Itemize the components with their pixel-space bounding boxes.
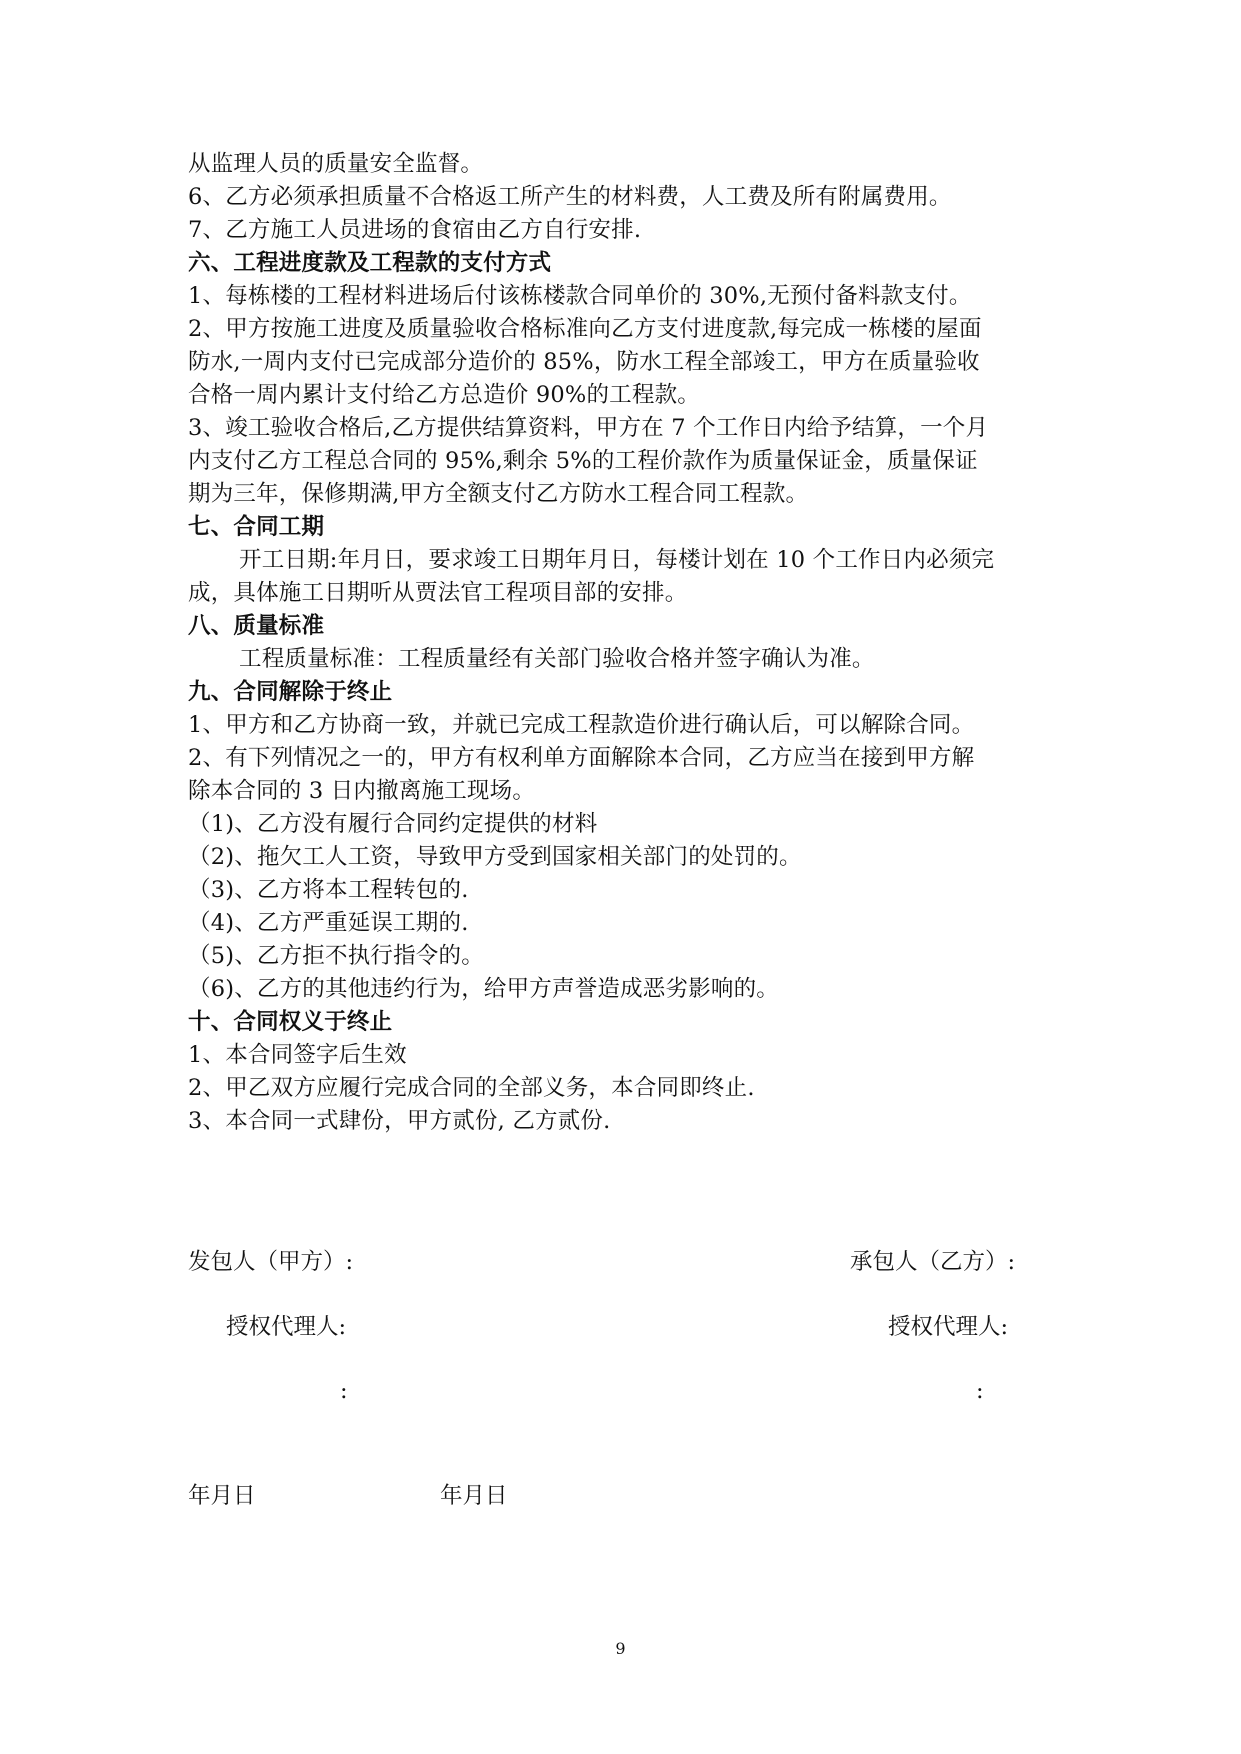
- body-line: 工程质量标准：工程质量经有关部门验收合格并签字确认为准。: [239, 646, 875, 672]
- body-line: （5)、乙方拒不执行指令的。: [188, 943, 484, 969]
- agent-a-label: 授权代理人:: [226, 1314, 347, 1340]
- body-line: （2)、拖欠工人工资，导致甲方受到国家相关部门的处罚的。: [188, 844, 802, 870]
- body-line: （3)、乙方将本工程转包的.: [188, 877, 469, 903]
- body-line: （1)、乙方没有履行合同约定提供的材料: [188, 811, 598, 837]
- date-b: 年月日: [440, 1483, 508, 1509]
- body-line: 1、每栋楼的工程材料进场后付该栋楼款合同单价的 30%,无预付备料款支付。: [188, 283, 972, 309]
- body-line: 1、本合同签字后生效: [188, 1042, 407, 1068]
- body-line: 1、甲方和乙方协商一致，并就已完成工程款造价进行确认后，可以解除合同。: [188, 712, 975, 738]
- section-heading: 六、工程进度款及工程款的支付方式: [188, 250, 552, 276]
- section-heading: 七、合同工期: [188, 514, 325, 540]
- page-number: 9: [615, 1639, 626, 1658]
- body-line: 成，具体施工日期听从贾法官工程项目部的安排。: [188, 580, 688, 606]
- contract-body: [188, 148, 1068, 1138]
- body-line: 2、甲乙双方应履行完成合同的全部义务，本合同即终止.: [188, 1075, 755, 1101]
- section-heading: 十、合同权义于终止: [188, 1009, 393, 1035]
- body-line: 从监理人员的质量安全监督。: [188, 151, 484, 177]
- body-line: 期为三年，保修期满,甲方全额支付乙方防水工程合同工程款。: [188, 481, 809, 507]
- body-line: （6)、乙方的其他违约行为，给甲方声誉造成恶劣影响的。: [188, 976, 779, 1002]
- body-line: 防水,一周内支付已完成部分造价的 85%，防水工程全部竣工，甲方在质量验收: [188, 349, 980, 375]
- body-line: 2、甲方按施工进度及质量验收合格标准向乙方支付进度款,每完成一栋楼的屋面: [188, 316, 982, 342]
- section-heading: 九、合同解除于终止: [188, 679, 393, 705]
- party-b-label: 承包人（乙方）:: [850, 1249, 1016, 1275]
- body-line: 3、竣工验收合格后,乙方提供结算资料，甲方在 7 个工作日内给予结算，一个月: [188, 415, 989, 441]
- body-line: 内支付乙方工程总合同的 95%,剩余 5%的工程价款作为质量保证金，质量保证: [188, 448, 978, 474]
- body-line: 2、有下列情况之一的，甲方有权利单方面解除本合同，乙方应当在接到甲方解: [188, 745, 975, 771]
- colon-b: :: [976, 1378, 984, 1404]
- agent-b-label: 授权代理人:: [888, 1314, 1009, 1340]
- body-line: （4)、乙方严重延误工期的.: [188, 910, 469, 936]
- colon-a: :: [340, 1378, 348, 1404]
- body-line: 除本合同的 3 日内撤离施工现场。: [188, 778, 536, 804]
- body-line: 3、本合同一式肆份，甲方贰份, 乙方贰份.: [188, 1108, 611, 1134]
- body-line: 6、乙方必须承担质量不合格返工所产生的材料费，人工费及所有附属费用。: [188, 184, 952, 210]
- body-line: 7、乙方施工人员进场的食宿由乙方自行安排.: [188, 217, 642, 243]
- section-heading: 八、质量标准: [188, 613, 325, 639]
- party-a-label: 发包人（甲方）:: [188, 1249, 354, 1275]
- body-line: 合格一周内累计支付给乙方总造价 90%的工程款。: [188, 382, 700, 408]
- date-a: 年月日: [188, 1483, 256, 1509]
- body-line: 开工日期:年月日，要求竣工日期年月日，每楼计划在 10 个工作日内必须完: [239, 547, 995, 573]
